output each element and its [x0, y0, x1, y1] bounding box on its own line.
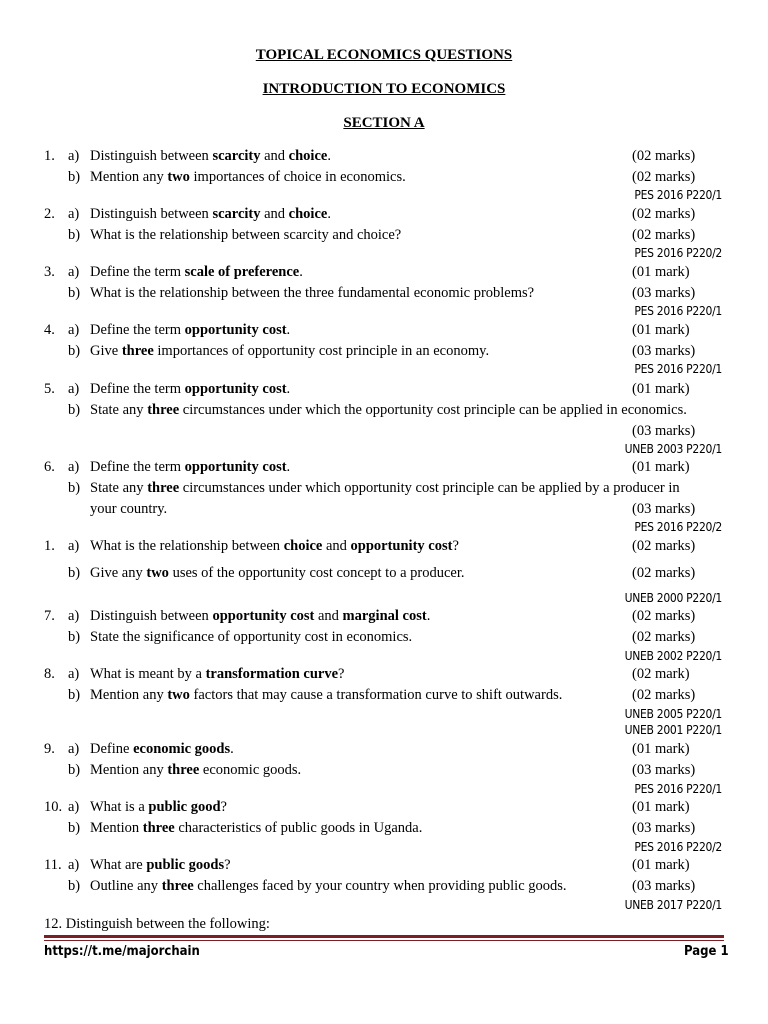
question-text [90, 536, 459, 556]
text-fragment: Outline any [90, 878, 162, 894]
part-label: a) [68, 799, 80, 815]
bold-term: three [161, 878, 194, 894]
bold-term: choice [283, 538, 323, 554]
part-label: a) [68, 459, 80, 475]
text-fragment: Distinguish between [90, 608, 213, 624]
question-text [90, 563, 465, 583]
bold-term: choice [288, 148, 328, 164]
question-text [90, 379, 290, 399]
marks: (02 marks) [632, 227, 696, 243]
marks: (02 mark) [632, 666, 690, 682]
question-text [90, 262, 303, 282]
question-part-a [0, 739, 768, 759]
text-fragment: . [286, 322, 291, 338]
marks: (01 mark) [632, 459, 690, 475]
question-text: your country. [90, 501, 168, 517]
part-label: a) [68, 538, 80, 554]
bold-term: choice [288, 206, 328, 222]
document-subtitle: INTRODUCTION TO ECONOMICS [262, 81, 506, 97]
footer-link[interactable]: https://t.me/majorchain [44, 944, 200, 959]
marks: (02 marks) [632, 538, 696, 554]
text-fragment: What is the relationship between scarcity and choice? [90, 227, 402, 243]
question-part-b [0, 818, 768, 838]
question-number: 4. [44, 322, 55, 338]
marks-line [0, 421, 768, 441]
question-part-a [0, 797, 768, 817]
part-label: a) [68, 381, 80, 397]
bold-term: three [147, 402, 180, 418]
question-number: 5. [44, 381, 55, 397]
part-label: b) [68, 343, 81, 359]
bold-term: public goods [146, 857, 225, 873]
question-number: 6. [44, 459, 55, 475]
part-label: b) [68, 285, 81, 301]
text-fragment: and [260, 206, 289, 222]
question-part-b [0, 685, 768, 705]
text-fragment: Distinguish between [90, 148, 213, 164]
question-text [90, 341, 489, 361]
part-label: b) [68, 878, 81, 894]
marks: (01 mark) [632, 381, 690, 397]
part-label: a) [68, 322, 80, 338]
text-fragment: Give [90, 343, 122, 359]
text-fragment: . [299, 264, 303, 280]
text-fragment: ? [224, 857, 231, 873]
question-part-a [0, 536, 768, 556]
marks: (02 marks) [632, 148, 696, 164]
part-label: a) [68, 666, 80, 682]
part-label: a) [68, 206, 80, 222]
bold-term: three [121, 343, 154, 359]
text-fragment: Define the term [90, 381, 185, 397]
source-reference: PES 2016 P220/1 [634, 188, 722, 202]
marks: (01 mark) [632, 741, 690, 757]
question-part-b [0, 627, 768, 647]
question-text [90, 876, 567, 896]
footer-rule [44, 935, 724, 938]
bold-term: opportunity cost [184, 322, 287, 338]
part-label: b) [68, 227, 81, 243]
bold-term: opportunity cost [350, 538, 453, 554]
question-number: 1. [44, 148, 55, 164]
bold-term: economic goods [133, 741, 231, 757]
question-text [90, 664, 344, 684]
question-text [90, 204, 331, 224]
question-text [90, 627, 412, 647]
question-text [90, 685, 562, 705]
text-fragment: characteristics of public goods in Uganda. [174, 820, 423, 836]
part-label: a) [68, 264, 80, 280]
question-number: 9. [44, 741, 55, 757]
part-label: b) [68, 480, 81, 496]
source-reference: PES 2016 P220/2 [634, 840, 722, 854]
question-part-b [0, 341, 768, 361]
question-text [90, 400, 687, 420]
bold-term: scarcity [212, 206, 261, 222]
page-number: Page 1 [684, 944, 729, 959]
text-fragment: Mention any [90, 169, 168, 185]
source-reference: UNEB 2000 P220/1 [624, 591, 722, 605]
question-part-a [0, 262, 768, 282]
question-part-a [0, 379, 768, 399]
question-part-b [0, 563, 768, 583]
part-label: b) [68, 762, 81, 778]
question-number: 3. [44, 264, 55, 280]
marks: (03 marks) [632, 285, 696, 301]
bold-term: opportunity cost [212, 608, 315, 624]
question-part-a [0, 457, 768, 477]
text-fragment: State any [90, 480, 148, 496]
part-label: b) [68, 169, 81, 185]
text-fragment: . [426, 608, 431, 624]
bold-term: opportunity cost [184, 459, 287, 475]
text-fragment: . [230, 741, 234, 757]
text-fragment: Mention any [90, 687, 168, 703]
text-fragment: . [327, 148, 331, 164]
question-part-b-continued [0, 499, 768, 519]
text-fragment: Define [90, 741, 134, 757]
source-reference: UNEB 2005 P220/1 [624, 707, 722, 721]
marks: (02 marks) [632, 608, 696, 624]
bold-term: three [142, 820, 175, 836]
question-number: 8. [44, 666, 55, 682]
question-text [90, 760, 301, 780]
marks: (01 mark) [632, 322, 690, 338]
text-fragment: circumstances under which opportunity cost principle can be applied by a producer in [179, 480, 680, 496]
question-number: 11. [44, 857, 62, 873]
source-reference: PES 2016 P220/2 [634, 520, 722, 534]
text-fragment: and [314, 608, 343, 624]
text-fragment: . [327, 206, 331, 222]
text-fragment: What is a [90, 799, 149, 815]
question-number: 10. [44, 799, 63, 815]
bold-term: public good [148, 799, 221, 815]
bold-term: three [167, 762, 200, 778]
bold-term: transformation curve [205, 666, 339, 682]
part-label: a) [68, 608, 80, 624]
marks: (03 marks) [632, 878, 696, 894]
marks: (02 marks) [632, 565, 696, 581]
question-text [90, 606, 430, 626]
source-reference: PES 2016 P220/1 [634, 362, 722, 376]
marks: (02 marks) [632, 169, 696, 185]
text-fragment: economic goods. [199, 762, 302, 778]
marks: (03 marks) [632, 820, 696, 836]
question-part-b [0, 876, 768, 896]
marks: (02 marks) [632, 687, 696, 703]
question-text [90, 320, 290, 340]
text-fragment: State the significance of opportunity cost in economics. [90, 629, 413, 645]
footer-rule-thin [44, 940, 724, 941]
text-fragment: uses of the opportunity cost concept to a producer. [168, 565, 465, 581]
question-number: 1. [44, 538, 55, 554]
bold-term: two [146, 565, 169, 581]
text-fragment: importances of opportunity cost principle in an economy. [153, 343, 490, 359]
question-part-a [0, 664, 768, 684]
source-reference: UNEB 2003 P220/1 [624, 442, 722, 456]
question-text [90, 797, 227, 817]
text-fragment: ? [452, 538, 459, 554]
text-fragment: What is the relationship between [90, 538, 284, 554]
marks: (02 marks) [632, 206, 696, 222]
bold-term: two [167, 687, 190, 703]
question-text [90, 855, 231, 875]
text-fragment: Mention any [90, 762, 168, 778]
text-fragment: Distinguish between [90, 206, 213, 222]
marks: (03 marks) [632, 762, 696, 778]
text-fragment: importances of choice in economics. [189, 169, 406, 185]
marks: (02 marks) [632, 629, 696, 645]
question-part-b [0, 760, 768, 780]
text-fragment: Define the term [90, 322, 185, 338]
part-label: a) [68, 857, 80, 873]
question-part-b [0, 167, 768, 187]
text-fragment: Define the term [90, 264, 185, 280]
question-text [90, 146, 331, 166]
text-fragment: . [286, 459, 291, 475]
text-fragment: What are [90, 857, 147, 873]
text-fragment: and [322, 538, 351, 554]
question-part-a [0, 146, 768, 166]
text-fragment: Mention [90, 820, 143, 836]
marks: (03 marks) [632, 343, 696, 359]
question-text [90, 167, 406, 187]
text-fragment: What is the relationship between the three fundamental economic problems? [90, 285, 535, 301]
question-part-b [0, 478, 768, 498]
part-label: a) [68, 741, 80, 757]
bold-term: opportunity cost [184, 381, 287, 397]
source-reference: PES 2016 P220/2 [634, 246, 722, 260]
bold-term: marginal cost [342, 608, 427, 624]
text-fragment: factors that may cause a transformation curve to shift outwards. [189, 687, 563, 703]
marks: (03 marks) [632, 423, 696, 439]
text-fragment: State any [90, 402, 148, 418]
bold-term: scale of preference [184, 264, 300, 280]
question-part-a [0, 855, 768, 875]
bold-term: three [147, 480, 180, 496]
text-fragment: . [286, 381, 291, 397]
question-text [90, 739, 234, 759]
question-text [90, 283, 534, 303]
marks: (01 mark) [632, 857, 690, 873]
text-fragment: and [260, 148, 289, 164]
question-text [90, 478, 680, 498]
marks: (01 mark) [632, 799, 690, 815]
question-number: 2. [44, 206, 55, 222]
question-number: 7. [44, 608, 55, 624]
part-label: b) [68, 820, 81, 836]
marks: (03 marks) [632, 501, 696, 517]
question-part-a [0, 320, 768, 340]
question-part-a [0, 606, 768, 626]
section-heading: SECTION A [343, 115, 425, 131]
source-reference: PES 2016 P220/1 [634, 304, 722, 318]
text-fragment: Give any [90, 565, 147, 581]
source-reference: UNEB 2001 P220/1 [624, 723, 722, 737]
question-part-a [0, 204, 768, 224]
source-reference: UNEB 2017 P220/1 [624, 898, 722, 912]
question-part-b [0, 225, 768, 245]
part-label: a) [68, 148, 80, 164]
text-fragment: What is meant by a [90, 666, 206, 682]
part-label: b) [68, 629, 81, 645]
source-reference: UNEB 2002 P220/1 [624, 649, 722, 663]
text-fragment: Define the term [90, 459, 185, 475]
document-title: TOPICAL ECONOMICS QUESTIONS [255, 47, 513, 63]
text-fragment: circumstances under which the opportunity cost principle can be applied in economics. [179, 402, 687, 418]
bold-term: two [167, 169, 190, 185]
part-label: b) [68, 687, 81, 703]
question-12: 12. Distinguish between the following: [44, 916, 270, 932]
source-reference: PES 2016 P220/1 [634, 782, 722, 796]
text-fragment: challenges faced by your country when providing public goods. [193, 878, 567, 894]
marks: (01 mark) [632, 264, 690, 280]
question-part-b [0, 400, 768, 420]
text-fragment: ? [220, 799, 227, 815]
question-text [90, 457, 290, 477]
part-label: b) [68, 402, 81, 418]
bold-term: scarcity [212, 148, 261, 164]
question-part-b [0, 283, 768, 303]
part-label: b) [68, 565, 81, 581]
question-text [90, 225, 401, 245]
question-text [90, 818, 422, 838]
text-fragment: ? [338, 666, 345, 682]
